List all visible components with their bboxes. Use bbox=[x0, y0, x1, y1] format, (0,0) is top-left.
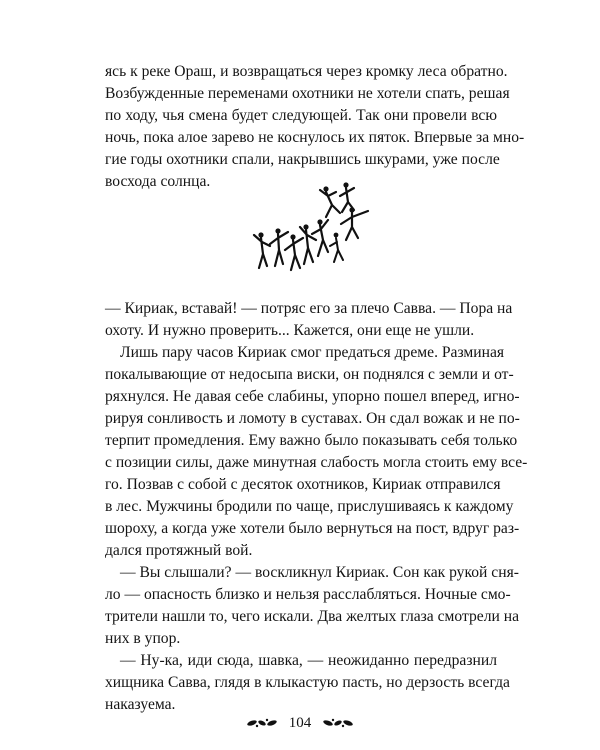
text-line: хищника Савва, глядя в клыкастую пасть, но дерзость всегда bbox=[105, 674, 510, 691]
text-line: по ходу, чья смена будет следующей. Так они провели всю bbox=[105, 107, 497, 124]
text-line: трители нашли то, чего искали. Два желтых глаза смотрели на bbox=[105, 608, 520, 625]
text-line: — Ну-ка, иди сюда, шавка, — неожиданно передразнил bbox=[120, 652, 497, 669]
text-line: ло — опасность близко и нельзя расслабляться. Ночные смо- bbox=[105, 586, 511, 603]
text-line: покалывающие от недосыпа виски, он поднялся с земли и от- bbox=[105, 366, 514, 383]
text-line: — Кириак, вставай! — потряс его за плечо Савва. — Пора на bbox=[105, 300, 513, 317]
text-line: ряхнулся. Не давая себе слабины, упорно пошел вперед, игно- bbox=[105, 388, 520, 405]
text-line: дался протяжный вой. bbox=[105, 542, 253, 559]
text-line: них в упор. bbox=[105, 630, 181, 647]
text-line: охоту. И нужно проверить... Кажется, они еще не ушли. bbox=[105, 322, 475, 339]
text-line: терпит промедления. Ему важно было показывать себя только bbox=[105, 432, 518, 449]
floral-ornament-icon bbox=[245, 716, 279, 730]
text-line: с позиции силы, даже минутная слабость могла стоить ему все- bbox=[105, 454, 528, 471]
text-line: — Вы слышали? — воскликнул Кириак. Сон как рукой сня- bbox=[120, 564, 519, 581]
text-line: наказуема. bbox=[105, 696, 176, 713]
text-line: го. Позвав с собой с десяток охотников, Кириак отправился bbox=[105, 476, 501, 493]
text-line: Лишь пару часов Кириак смог предаться дреме. Разминая bbox=[120, 344, 505, 361]
text-line: шороху, а когда уже хотели было вернуться на пост, вдруг раз- bbox=[105, 520, 520, 537]
page-number: 104 bbox=[288, 714, 312, 731]
page-footer bbox=[0, 713, 600, 733]
text-line: в лес. Мужчины бродили по чаще, прислушиваясь к каждому bbox=[105, 498, 514, 515]
text-line: Возбужденные переменами охотники не хотели спать, решая bbox=[105, 85, 510, 102]
text-line: восхода солнца. bbox=[105, 173, 211, 190]
hunters-illustration bbox=[248, 180, 372, 280]
text-line: ясь к реке Ораш, и возвращаться через кромку леса обратно. bbox=[105, 63, 508, 80]
floral-ornament-icon bbox=[321, 716, 355, 730]
text-line: гие годы охотники спали, накрывшись шкурами, уже после bbox=[105, 151, 500, 168]
text-line: рируя сонливость и ломоту в суставах. Он сдал вожак и не по- bbox=[105, 410, 520, 427]
text-line: ночь, пока алое зарево не коснулось их пяток. Впервые за мно- bbox=[105, 129, 525, 146]
